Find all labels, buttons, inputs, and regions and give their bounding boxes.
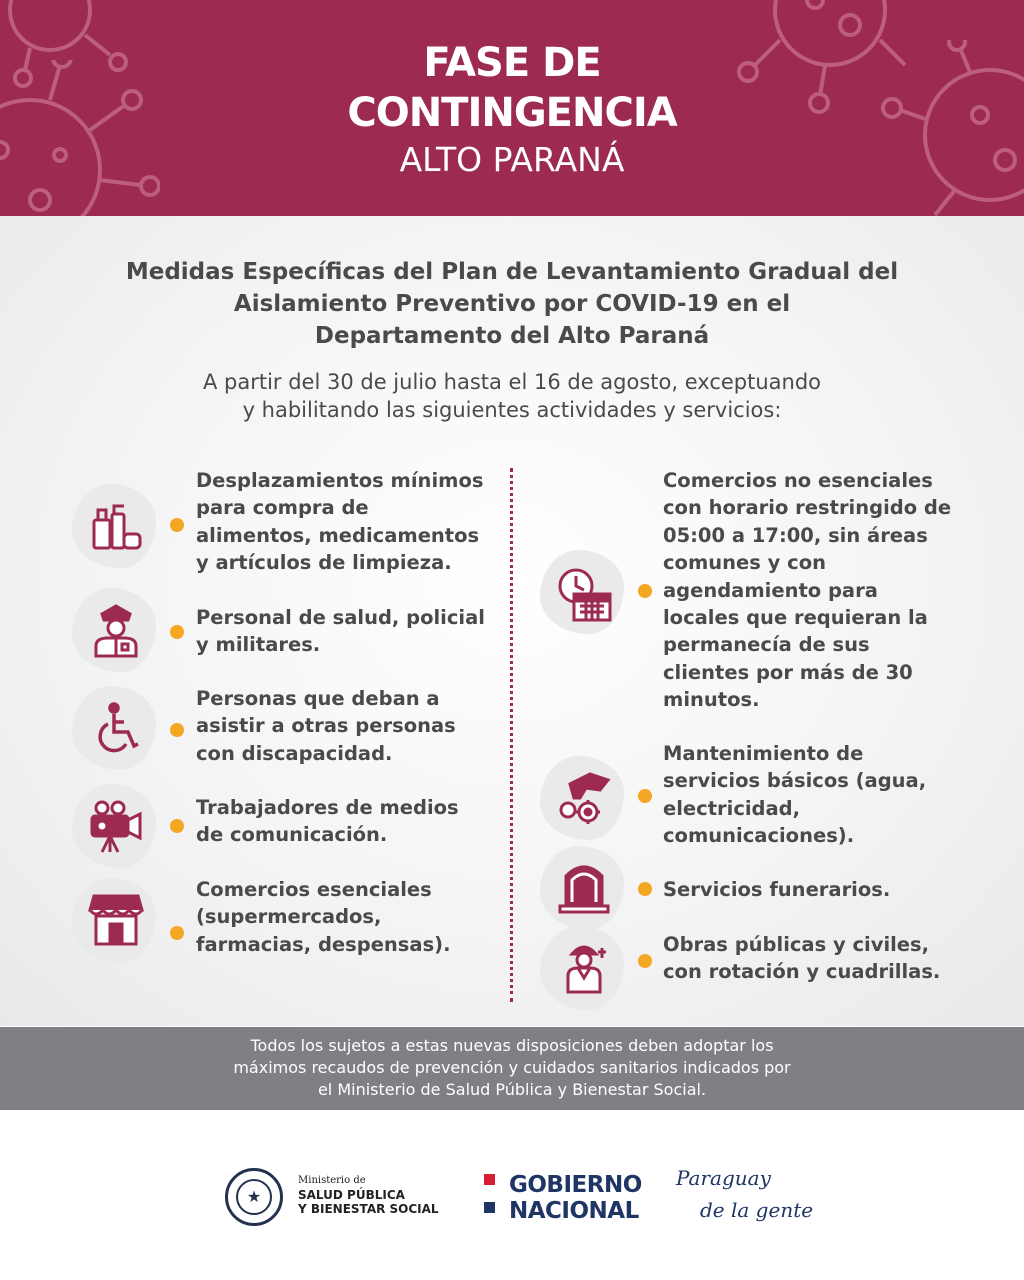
item-text-line: (supermercados,	[196, 905, 382, 929]
gov-flag-blue-square	[484, 1202, 495, 1213]
item-text-line: de comunicación.	[196, 823, 388, 847]
item-text-line: Mantenimiento de	[663, 742, 864, 765]
item-text-line: electricidad,	[663, 796, 801, 820]
tombstone-icon	[556, 858, 612, 914]
cleaning-products-icon	[88, 498, 144, 554]
header-banner	[0, 0, 1024, 216]
banner-title-line2: CONTINGENCIA	[347, 90, 677, 136]
measures-heading-line: Medidas Específicas del Plan de Levantamiento Gradual del	[125, 259, 899, 285]
item-text-line: con horario restringido de	[663, 496, 952, 520]
police-officer-icon	[88, 602, 144, 658]
intro-line: A partir del 30 de julio hasta el 16 de agosto, exceptuando	[202, 370, 822, 394]
video-camera-icon	[88, 798, 144, 854]
item-text-line: Desplazamientos mínimos	[196, 469, 484, 492]
item-text-line: minutos.	[663, 688, 760, 712]
item-text	[196, 604, 485, 659]
gov-flag-red-square	[484, 1174, 495, 1185]
item-text	[196, 794, 459, 849]
faucet-gears-icon	[556, 770, 612, 826]
item-text-line: locales que requieran la	[663, 606, 928, 630]
item-text-line: alimentos, medicamentos	[196, 523, 480, 547]
measures-heading	[60, 256, 964, 352]
banner-subtitle: ALTO PARANÁ	[399, 140, 625, 179]
item-text	[663, 740, 926, 850]
item-text-line: servicios básicos (agua,	[663, 769, 927, 793]
item-text-line: agendamiento para	[663, 578, 878, 602]
ministry-logo-name	[298, 1188, 439, 1216]
gov-logo-line: NACIONAL	[509, 1198, 639, 1224]
item-text-line: 05:00 a 17:00, sin áreas	[663, 523, 928, 547]
construction-worker-icon	[556, 938, 612, 994]
item-text-line: Trabajadores de medios	[196, 796, 459, 819]
item-text	[663, 876, 890, 903]
gov-logo-line: GOBIERNO	[509, 1172, 642, 1198]
item-text-line: y artículos de limpieza.	[196, 551, 452, 575]
ministry-logo-caption: Ministerio de	[298, 1175, 366, 1186]
notice-line: Todos los sujetos a estas nuevas disposiciones deben adoptar los	[250, 1036, 774, 1055]
item-text-line: con rotación y cuadrillas.	[663, 960, 941, 984]
column-divider	[510, 468, 513, 1002]
item-text-line: Personas que deban a	[196, 687, 440, 710]
item-text-line: Comercios no esenciales	[663, 469, 933, 492]
item-text-line: Personal de salud, policial	[196, 606, 485, 629]
national-seal-logo: ★	[225, 1168, 283, 1226]
notice-band	[0, 1027, 1024, 1110]
gobierno-nacional-logo	[509, 1172, 642, 1224]
item-text-line: para compra de	[196, 496, 369, 520]
measures-heading-line: Aislamiento Preventivo por COVID-19 en el	[233, 291, 791, 317]
item-text-line: clientes por más de 30	[663, 660, 913, 684]
script-logo-line: de la gente	[700, 1198, 814, 1222]
ministry-name-line: Y BIENESTAR SOCIAL	[298, 1202, 439, 1216]
measures-heading-line: Departamento del Alto Paraná	[314, 323, 710, 349]
storefront-icon	[88, 892, 144, 948]
banner-title-line1: FASE DE	[423, 40, 601, 86]
item-text-line: con discapacidad.	[196, 741, 393, 765]
item-text-line: comunes y con	[663, 551, 826, 575]
item-text-line: Servicios funerarios.	[663, 878, 891, 901]
notice-line: el Ministerio de Salud Pública y Bienestar Social.	[317, 1080, 707, 1099]
item-text-line: permanecía de sus	[663, 633, 870, 657]
item-text	[663, 931, 940, 986]
item-text-line: comunicaciones).	[663, 824, 855, 848]
ministry-name-line: SALUD PÚBLICA	[298, 1188, 405, 1202]
item-text	[196, 467, 483, 577]
intro-line: y habilitando las siguientes actividades y servicios:	[242, 398, 782, 422]
item-text	[663, 467, 951, 714]
item-text-line: asistir a otras personas	[196, 714, 456, 738]
main-content	[0, 216, 1024, 1026]
footer-logos	[0, 1110, 1024, 1280]
intro-text	[100, 368, 924, 424]
wheelchair-icon	[88, 700, 144, 756]
item-text-line: farmacias, despensas).	[196, 932, 451, 956]
notice-line: máximos recaudos de prevención y cuidados sanitarios indicados por	[233, 1058, 791, 1077]
item-text	[196, 685, 456, 767]
item-text-line: Comercios esenciales	[196, 878, 432, 901]
item-text	[196, 876, 451, 958]
clock-calendar-icon	[556, 566, 612, 622]
script-logo-line: Paraguay	[676, 1166, 771, 1190]
item-text-line: Obras públicas y civiles,	[663, 933, 930, 956]
paraguay-de-la-gente-logo	[676, 1162, 813, 1226]
item-text-line: y militares.	[196, 633, 321, 657]
